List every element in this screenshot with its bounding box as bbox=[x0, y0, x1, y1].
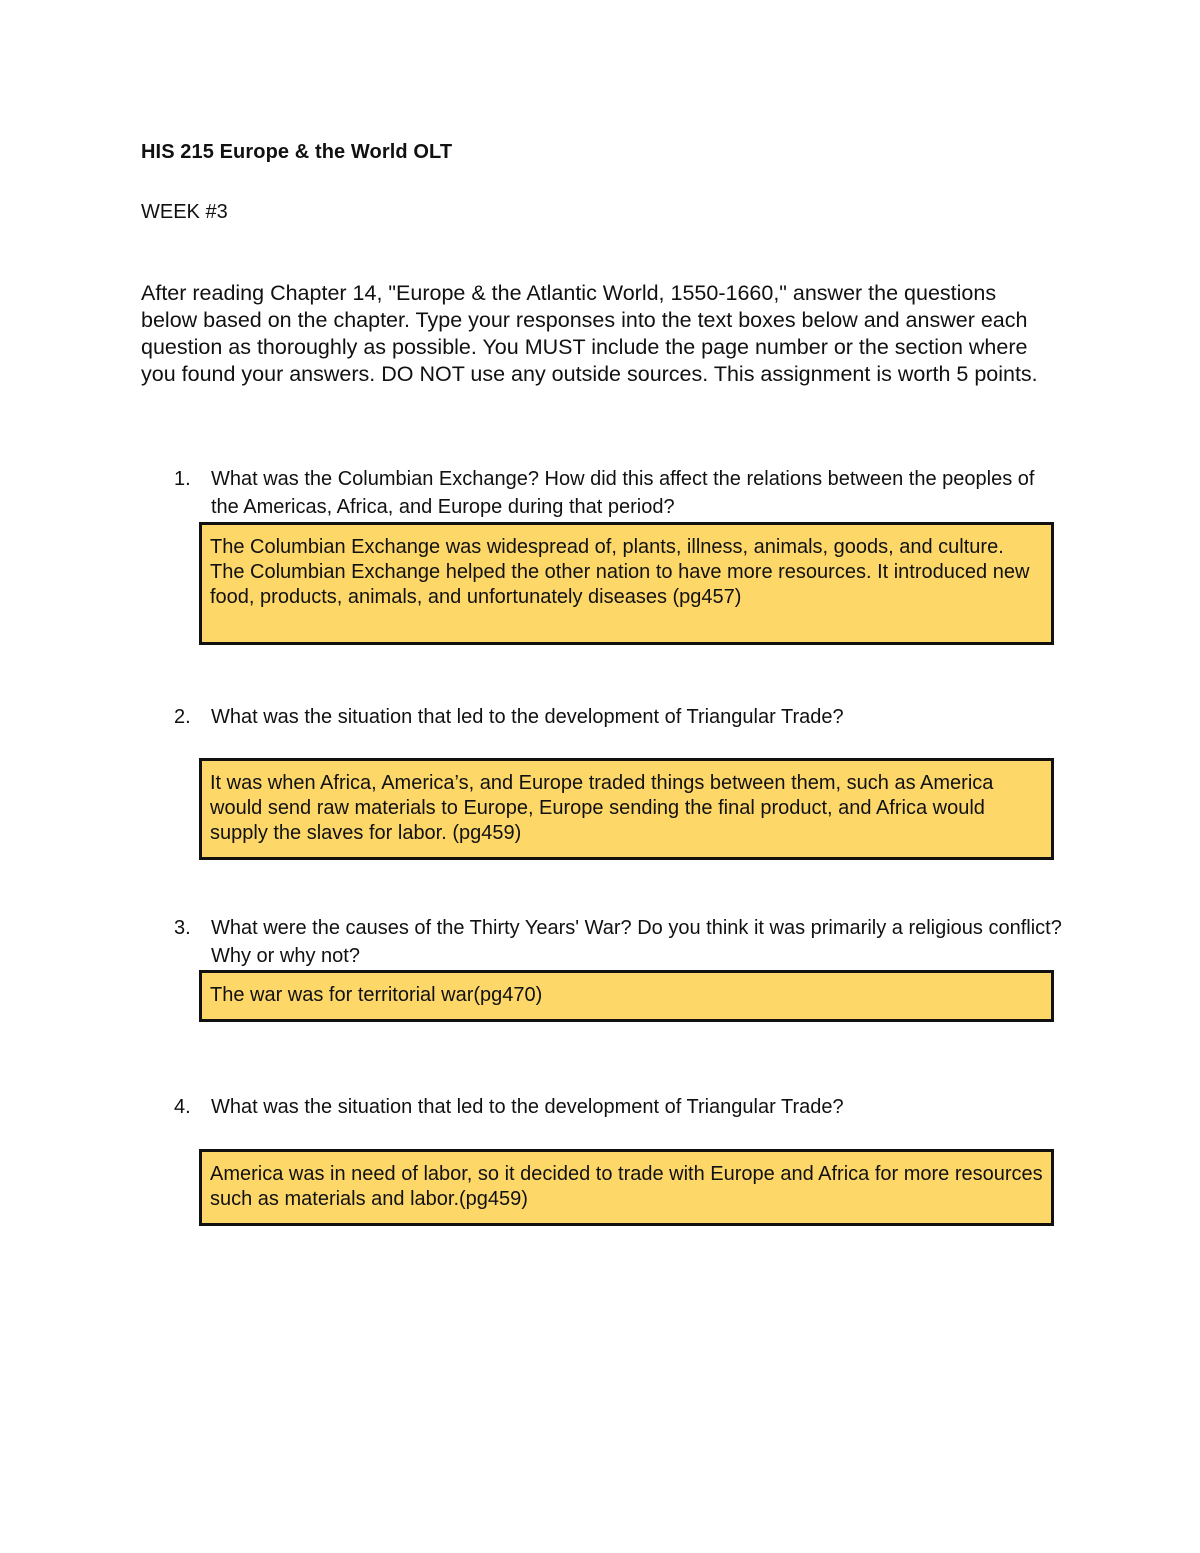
answer-box-4[interactable]: America was in need of labor, so it decided to trade with Europe and Africa for more resources such as materials and labor.(pg459) bbox=[199, 1149, 1054, 1226]
question-4 bbox=[174, 1093, 1064, 1121]
question-number: 2. bbox=[174, 706, 191, 728]
answer-box-3[interactable]: The war was for territorial war(pg470) bbox=[199, 970, 1054, 1022]
question-1 bbox=[174, 465, 1064, 521]
instructions-paragraph: After reading Chapter 14, "Europe & the Atlantic World, 1550-1660," answer the questions below based on the chapter. Type your responses into the text boxes below and answer each question as thoroughly as possible. You MUST include the page number or the section where you found your answers. DO NOT use any outside sources. This assignment is worth 5 points. bbox=[141, 281, 1038, 386]
question-text: What were the causes of the Thirty Years' War? Do you think it was primarily a religious conflict? Why or why not? bbox=[211, 917, 1062, 967]
question-text: What was the Columbian Exchange? How did this affect the relations between the peoples of the Americas, Africa, and Europe during that period? bbox=[211, 468, 1035, 518]
answer-box-2[interactable]: It was when Africa, America’s, and Europe traded things between them, such as America would send raw materials to Europe, Europe sending the final product, and Africa would supply the slaves for labor. (pg459) bbox=[199, 758, 1054, 860]
question-number: 3. bbox=[174, 917, 191, 939]
question-number: 4. bbox=[174, 1096, 191, 1118]
question-text: What was the situation that led to the development of Triangular Trade? bbox=[211, 1096, 844, 1118]
question-text: What was the situation that led to the development of Triangular Trade? bbox=[211, 706, 844, 728]
answer-box-1[interactable]: The Columbian Exchange was widespread of, plants, illness, animals, goods, and culture. The Columbian Exchange helped the other nation to have more resources. It introduced new food, products, animals, and unfortunately diseases (pg457) bbox=[199, 522, 1054, 645]
question-number: 1. bbox=[174, 468, 191, 490]
question-3 bbox=[174, 914, 1064, 970]
question-2 bbox=[174, 703, 1064, 731]
week-label: WEEK #3 bbox=[141, 201, 228, 223]
document-title: HIS 215 Europe & the World OLT bbox=[141, 141, 453, 163]
